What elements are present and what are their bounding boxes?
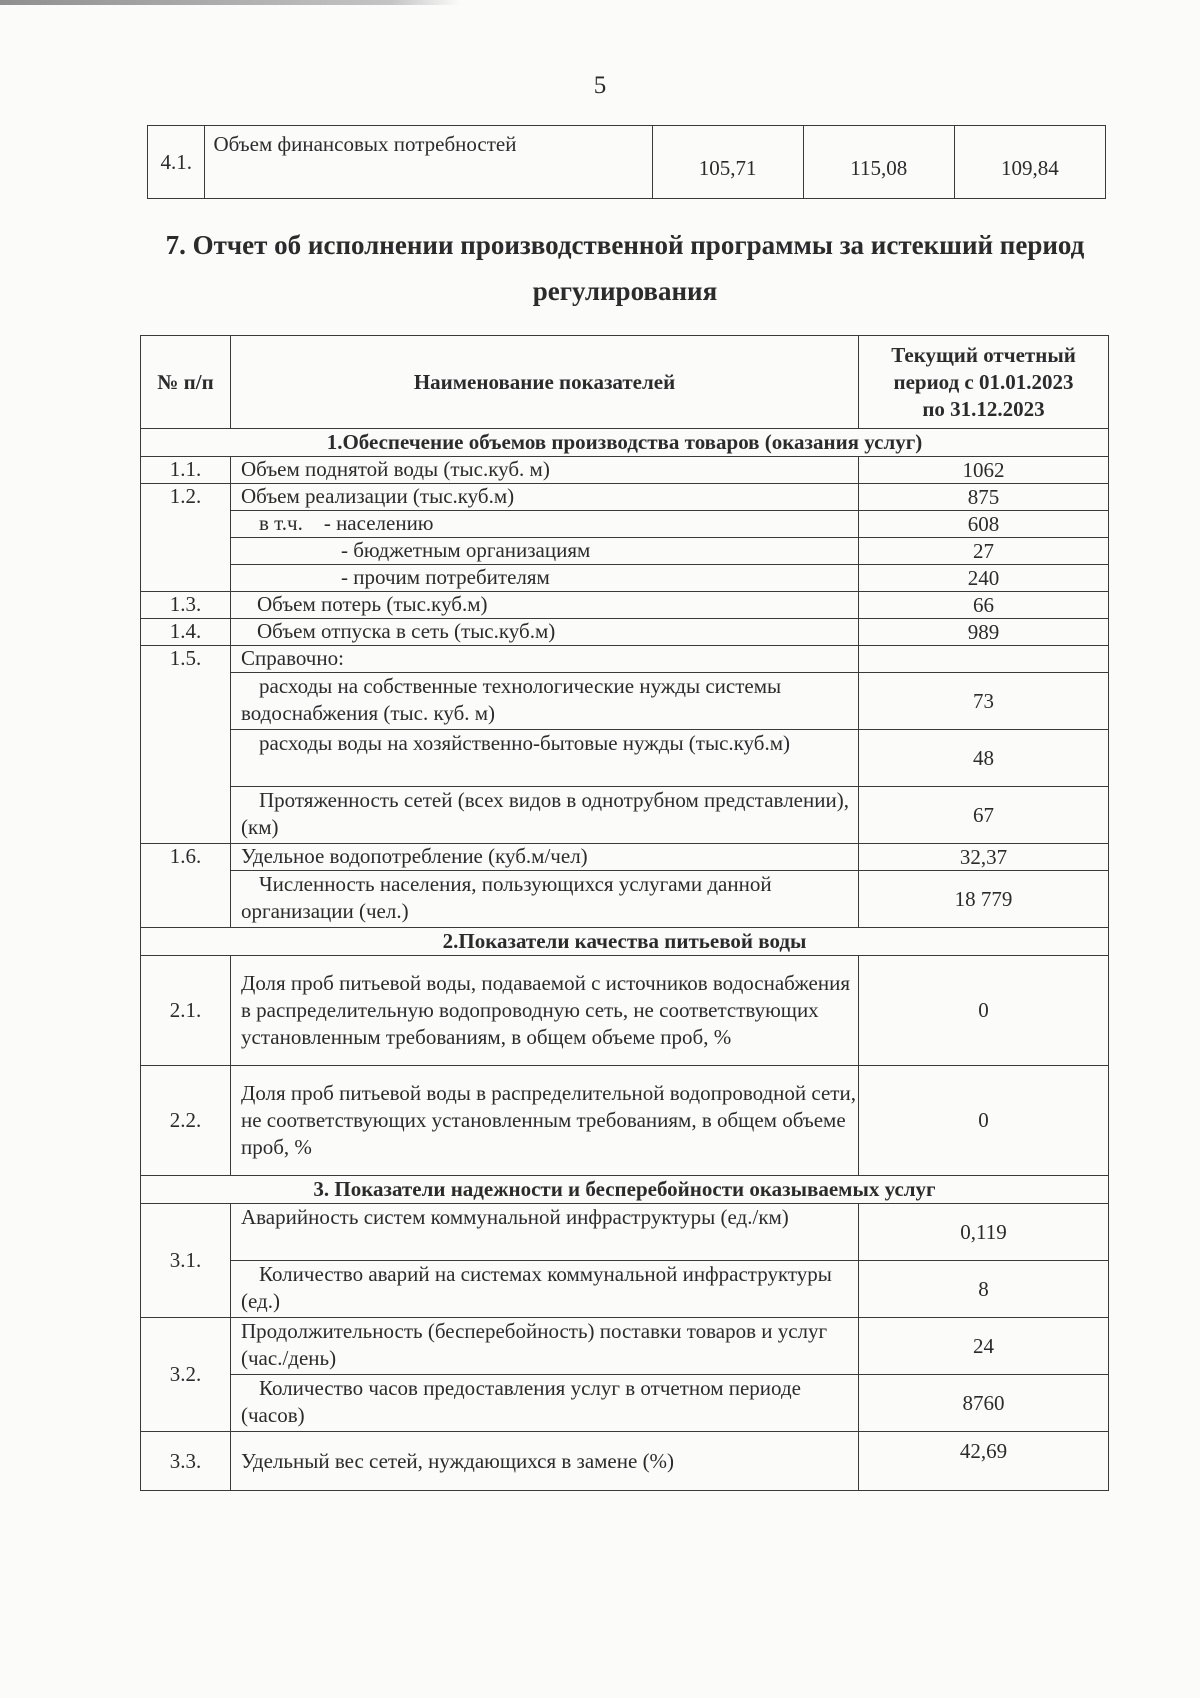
row-value: 0,119 (859, 1204, 1109, 1261)
table-row (141, 484, 1109, 511)
section-heading (140, 222, 1110, 314)
row-value: 240 (859, 565, 1109, 592)
header-period-line: по 31.12.2023 (922, 396, 1045, 421)
row-value: 27 (859, 538, 1109, 565)
row-value: 989 (859, 619, 1109, 646)
table-row (141, 871, 1109, 928)
table-row (141, 1066, 1109, 1176)
row-number: 1.3. (141, 592, 231, 619)
row-value: 1062 (859, 457, 1109, 484)
header-number: № п/п (141, 336, 231, 429)
row-number: 2.1. (141, 956, 231, 1066)
section-heading-line: 7. Отчет об исполнении производственной программы за истекший период (165, 230, 1085, 260)
row-value: 67 (859, 787, 1109, 844)
row-label: Объем финансовых потребностей (205, 126, 652, 199)
table-row (141, 844, 1109, 871)
row-value: 8 (859, 1261, 1109, 1318)
row-name: Объем поднятой воды (тыс.куб. м) (231, 457, 859, 484)
header-period (859, 336, 1109, 429)
section-row (141, 1176, 1109, 1204)
header-period-line: период с 01.01.2023 (893, 369, 1074, 394)
row-number: 1.5. (141, 646, 231, 844)
table-row (141, 1432, 1109, 1491)
row-number: 1.1. (141, 457, 231, 484)
row-name: Доля проб питьевой воды в распределительной водопроводной сети, не соответствующих установленным требованиям, в общем объеме проб, % (231, 1066, 859, 1176)
scan-edge-mark (0, 0, 460, 5)
table-row (141, 673, 1109, 730)
section-title: 2.Показатели качества питьевой воды (141, 928, 1109, 956)
table-row (141, 1375, 1109, 1432)
row-name: расходы на собственные технологические нужды системы водоснабжения (тыс. куб. м) (231, 673, 859, 730)
table-row (141, 646, 1109, 673)
row-name: Продолжительность (бесперебойность) поставки товаров и услуг (час./день) (231, 1318, 859, 1375)
row-value (859, 646, 1109, 673)
row-name: Удельный вес сетей, нуждающихся в замене (%) (231, 1432, 859, 1491)
table-row (141, 592, 1109, 619)
row-name: Удельное водопотребление (куб.м/чел) (231, 844, 859, 871)
row-value: 48 (859, 730, 1109, 787)
table-row (141, 565, 1109, 592)
row-number: 3.3. (141, 1432, 231, 1491)
section-title: 1.Обеспечение объемов производства товаров (оказания услуг) (141, 429, 1109, 457)
row-value: 73 (859, 673, 1109, 730)
row-value: 0 (859, 1066, 1109, 1176)
row-number: 1.2. (141, 484, 231, 592)
table-row (141, 787, 1109, 844)
row-number: 2.2. (141, 1066, 231, 1176)
row-name: Справочно: (231, 646, 859, 673)
row-name: в т.ч. - населению (231, 511, 859, 538)
table-row (141, 1261, 1109, 1318)
page-number: 5 (593, 72, 607, 99)
table-header-row (141, 336, 1109, 429)
header-name: Наименование показателей (231, 336, 859, 429)
table-row (141, 1318, 1109, 1375)
row-value: 0 (859, 956, 1109, 1066)
table-row (141, 1204, 1109, 1261)
table-row (148, 126, 1106, 199)
row-name: Протяженность сетей (всех видов в однотрубном представлении), (км) (231, 787, 859, 844)
value-cell: 109,84 (954, 126, 1105, 199)
row-name: Объем реализации (тыс.куб.м) (231, 484, 859, 511)
row-name: Объем потерь (тыс.куб.м) (231, 592, 859, 619)
row-value: 42,69 (859, 1432, 1109, 1491)
row-value: 66 (859, 592, 1109, 619)
section-row (141, 928, 1109, 956)
row-name: - бюджетным организациям (231, 538, 859, 565)
row-value: 32,37 (859, 844, 1109, 871)
table-row (141, 619, 1109, 646)
row-value: 608 (859, 511, 1109, 538)
row-value: 875 (859, 484, 1109, 511)
production-program-table (140, 335, 1109, 1491)
table-row (141, 457, 1109, 484)
value-cell: 115,08 (803, 126, 954, 199)
header-period-line: Текущий отчетный (891, 342, 1076, 367)
row-name: Доля проб питьевой воды, подаваемой с источников водоснабжения в распределительную водопроводную сеть, не соответствующих установленным требованиям, в общем объеме проб, % (231, 956, 859, 1066)
row-name: Аварийность систем коммунальной инфраструктуры (ед./км) (231, 1204, 859, 1261)
section-heading-line: регулирования (532, 276, 718, 306)
section-row (141, 429, 1109, 457)
row-name: - прочим потребителям (231, 565, 859, 592)
row-number: 3.1. (141, 1204, 231, 1318)
row-value: 8760 (859, 1375, 1109, 1432)
row-value: 24 (859, 1318, 1109, 1375)
financial-needs-table (147, 125, 1106, 199)
row-name: Объем отпуска в сеть (тыс.куб.м) (231, 619, 859, 646)
row-name: Количество аварий на системах коммунальной инфраструктуры (ед.) (231, 1261, 859, 1318)
row-name: Численность населения, пользующихся услугами данной организации (чел.) (231, 871, 859, 928)
table-row (141, 538, 1109, 565)
row-name: расходы воды на хозяйственно-бытовые нужды (тыс.куб.м) (231, 730, 859, 787)
row-value: 18 779 (859, 871, 1109, 928)
table-row (141, 956, 1109, 1066)
row-number: 3.2. (141, 1318, 231, 1432)
row-number: 1.4. (141, 619, 231, 646)
table-row (141, 511, 1109, 538)
row-number: 4.1. (148, 126, 205, 199)
table-row (141, 730, 1109, 787)
value-cell: 105,71 (652, 126, 803, 199)
row-number: 1.6. (141, 844, 231, 928)
section-title: 3. Показатели надежности и бесперебойности оказываемых услуг (141, 1176, 1109, 1204)
row-name: Количество часов предоставления услуг в отчетном периоде (часов) (231, 1375, 859, 1432)
